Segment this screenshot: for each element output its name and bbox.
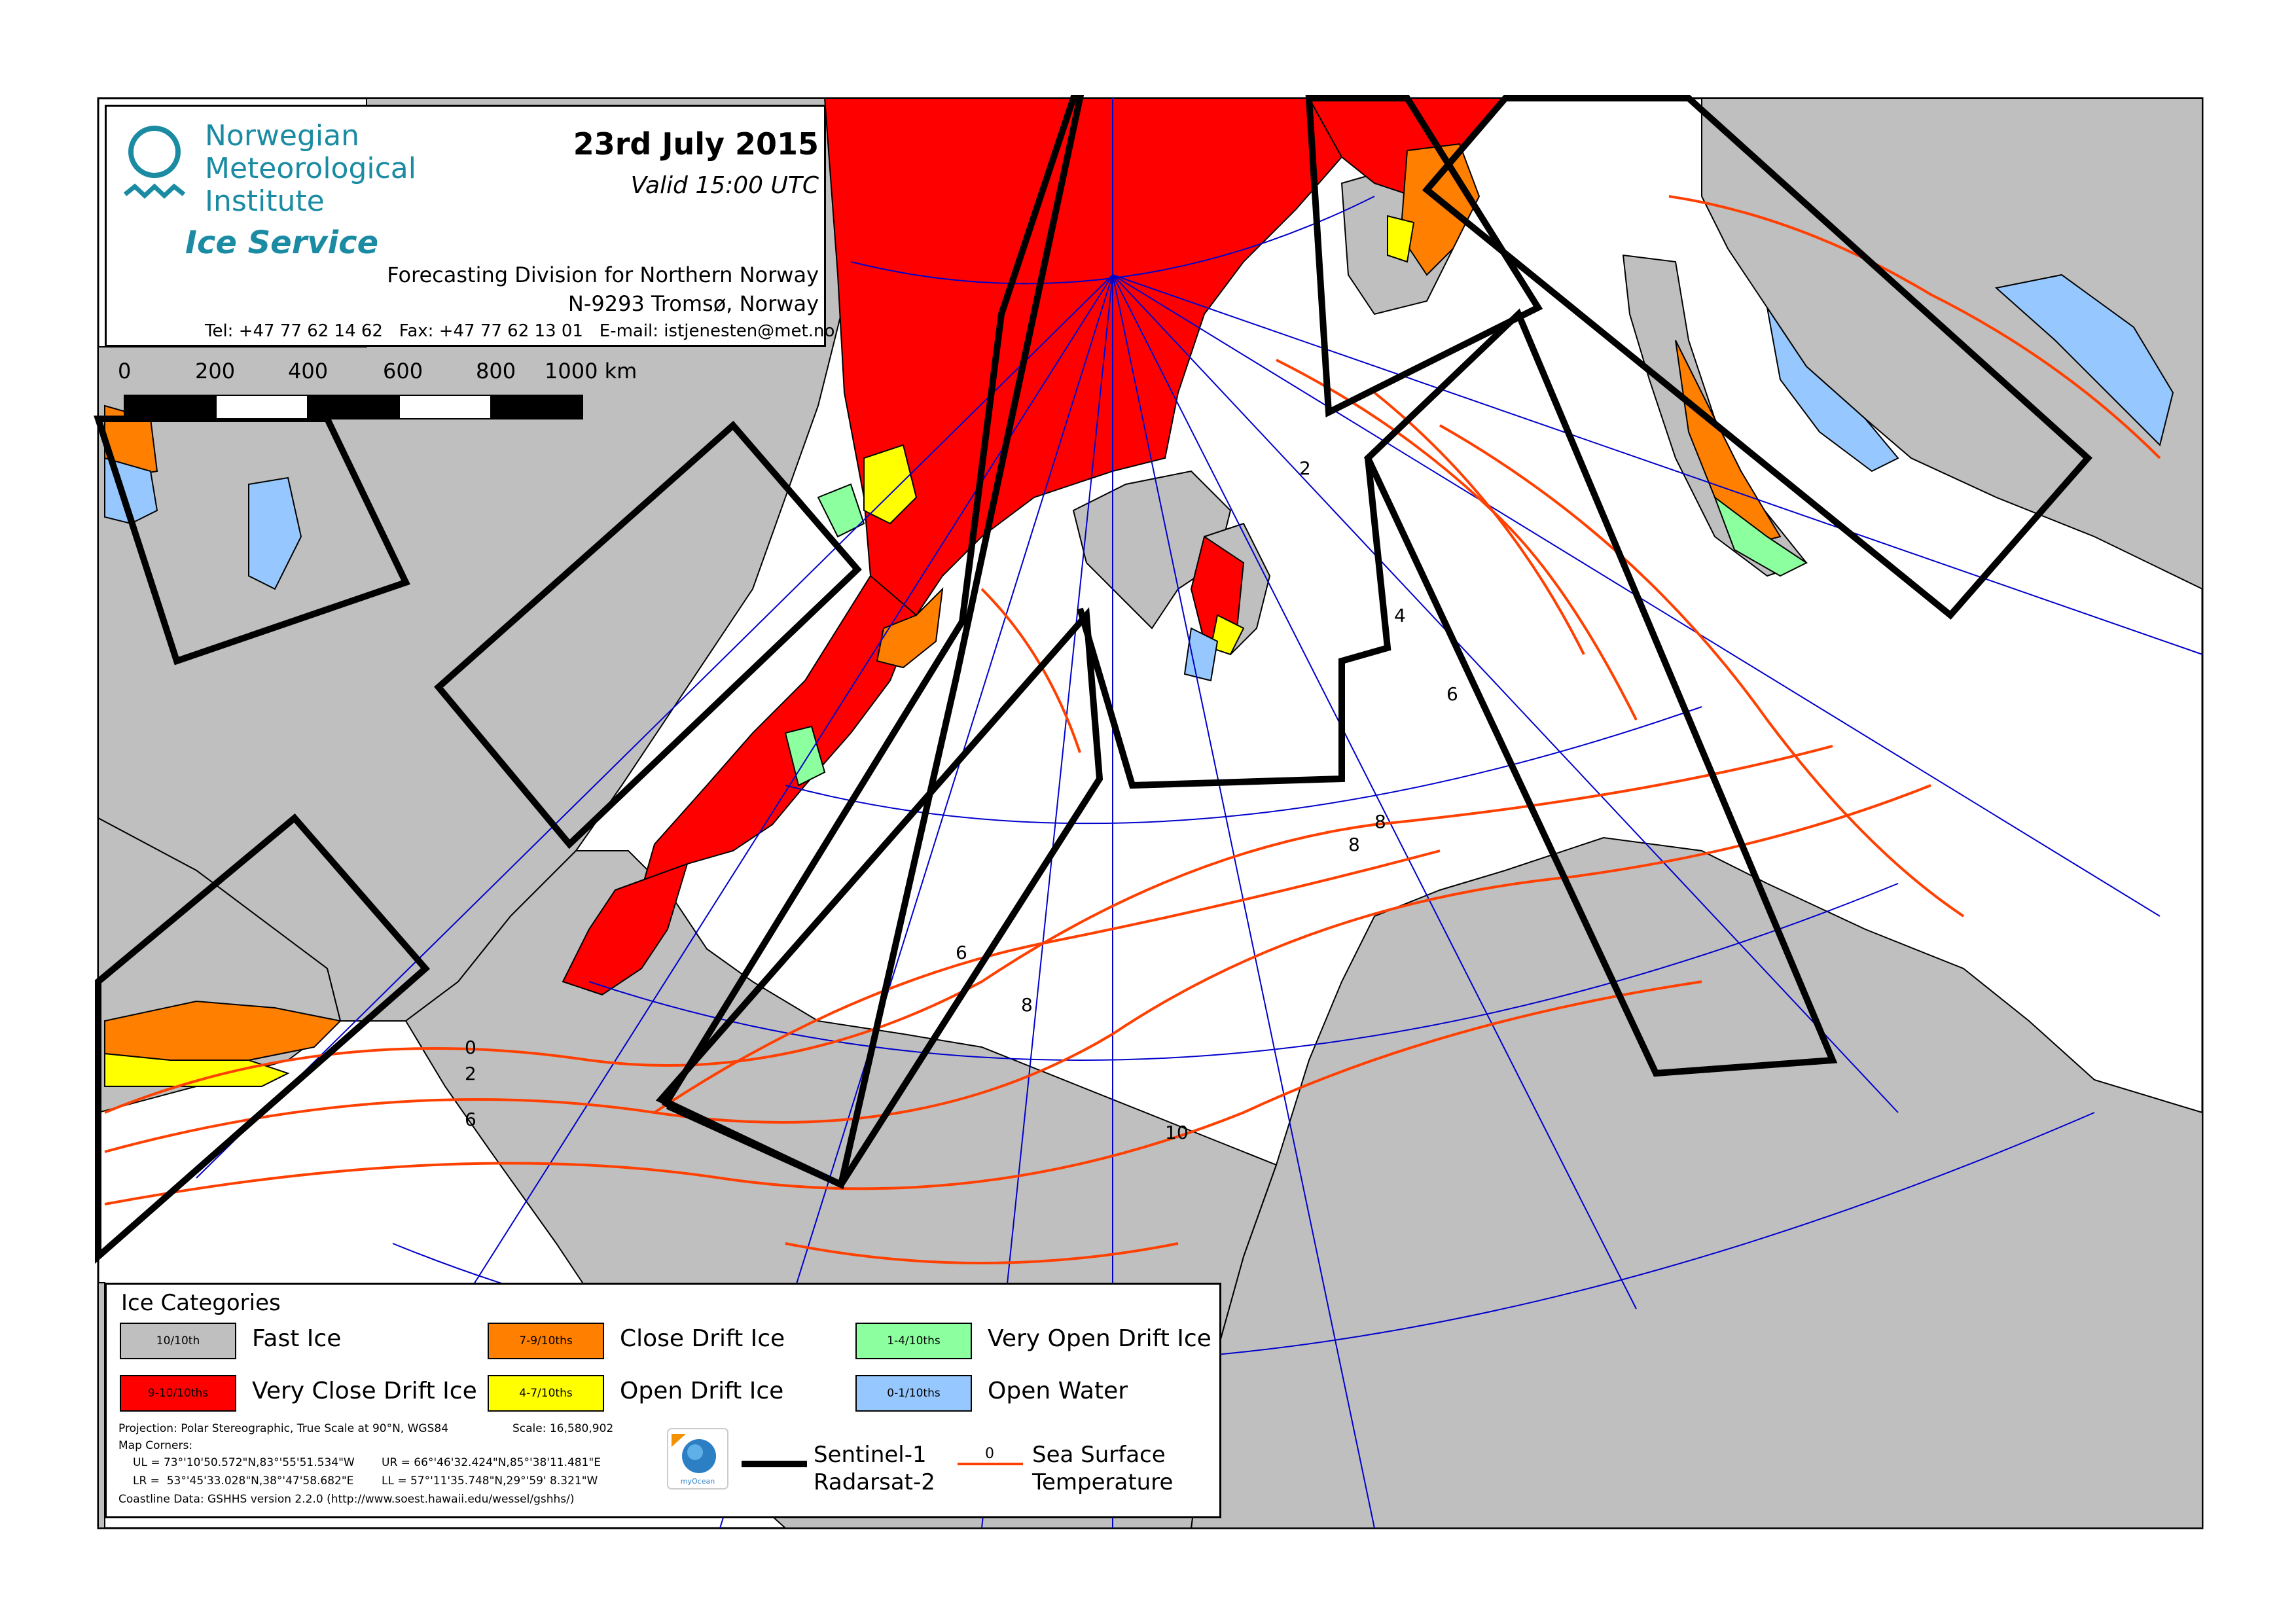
sst-label: 10 (1165, 1122, 1189, 1143)
sst-label-1: Sea Surface (1032, 1442, 1166, 1468)
projection-text: Projection: Polar Stereographic, True Scale at 90°N, WGS84 (118, 1422, 449, 1435)
swatch-very-open: 1-4/10ths (855, 1323, 972, 1359)
address: N-9293 Tromsø, Norway (567, 291, 819, 316)
division-name: Forecasting Division for Northern Norway (387, 262, 819, 287)
swatch-open: 4-7/10ths (488, 1375, 604, 1412)
sst-label: 6 (465, 1109, 476, 1130)
scale-label: 1000 km (545, 359, 637, 383)
sst-label: 6 (1446, 683, 1458, 705)
contact-line (205, 321, 834, 341)
sst-label: 6 (956, 942, 967, 963)
sat-label-1: Sentinel-1 (814, 1442, 927, 1468)
valid-time: Valid 15:00 UTC (630, 172, 819, 199)
land-uk (98, 1283, 105, 1528)
org-name-line2: Meteorological (205, 152, 416, 185)
email-link[interactable]: E-mail: istjenesten@met.no (599, 321, 835, 341)
label-very-close: Very Close Drift Ice (252, 1378, 477, 1404)
scale-label: 600 (383, 359, 423, 383)
sst-label: 8 (1348, 834, 1360, 855)
corners-title: Map Corners: (118, 1439, 193, 1452)
swatch-open-water: 0-1/10ths (855, 1375, 972, 1412)
label-very-open: Very Open Drift Ice (988, 1325, 1211, 1352)
label-fast-ice: Fast Ice (252, 1325, 342, 1352)
sst-label: 0 (465, 1037, 476, 1058)
tel: Tel: +47 77 62 14 62 (205, 321, 383, 341)
corner-ll: LL = 57°'11'35.748"N,29°'59' 8.321"W (382, 1474, 598, 1488)
service-name: Ice Service (185, 224, 379, 261)
myocean-logo-icon (666, 1427, 729, 1490)
scale-bar (124, 395, 583, 419)
org-name-line1: Norwegian (205, 119, 359, 152)
scale-label: 200 (195, 359, 236, 383)
corner-ur: UR = 66°'46'32.424"N,85°'38'11.481"E (382, 1456, 601, 1469)
legend-title: Ice Categories (121, 1290, 281, 1316)
label-open-water: Open Water (988, 1378, 1128, 1404)
sst-label: 8 (1021, 994, 1033, 1016)
legend-panel (105, 1283, 1221, 1518)
label-open: Open Drift Ice (620, 1378, 784, 1404)
sst-label: 2 (1299, 457, 1311, 479)
myocean-logo-text: myOcean (680, 1477, 715, 1486)
scale-label: 0 (118, 359, 132, 383)
scale-label: 400 (288, 359, 329, 383)
swatch-fast-ice: 10/10th (120, 1323, 236, 1359)
label-close: Close Drift Ice (620, 1325, 785, 1352)
coastline-text: Coastline Data: GSHHS version 2.2.0 (http://www.soest.hawaii.edu/wessel/gshhs/) (118, 1493, 575, 1506)
scale-label: 800 (476, 359, 516, 383)
header-panel (105, 105, 835, 347)
org-name-line3: Institute (205, 185, 325, 218)
sst-label: 8 (1374, 811, 1386, 832)
sst-label-2: Temperature (1032, 1469, 1174, 1495)
sst-marker: 0 (985, 1446, 994, 1462)
swatch-very-close: 9-10/10ths (120, 1375, 236, 1412)
corner-lr: LR = 53°'45'33.028"N,38°'47'58.682"E (133, 1474, 354, 1488)
fax: Fax: +47 77 62 13 01 (399, 321, 583, 341)
sat-legend-line-icon (742, 1460, 807, 1468)
sst-label: 2 (465, 1063, 476, 1084)
scale-text: Scale: 16,580,902 (512, 1422, 614, 1435)
swatch-close: 7-9/10ths (488, 1323, 604, 1359)
org-name (205, 120, 416, 218)
corner-ul: UL = 73°'10'50.572"N,83°'55'51.534"W (133, 1456, 355, 1469)
sst-label: 4 (1394, 605, 1406, 626)
chart-date: 23rd July 2015 (573, 126, 819, 162)
sat-label-2: Radarsat-2 (814, 1469, 935, 1495)
met-logo-icon (118, 122, 190, 207)
